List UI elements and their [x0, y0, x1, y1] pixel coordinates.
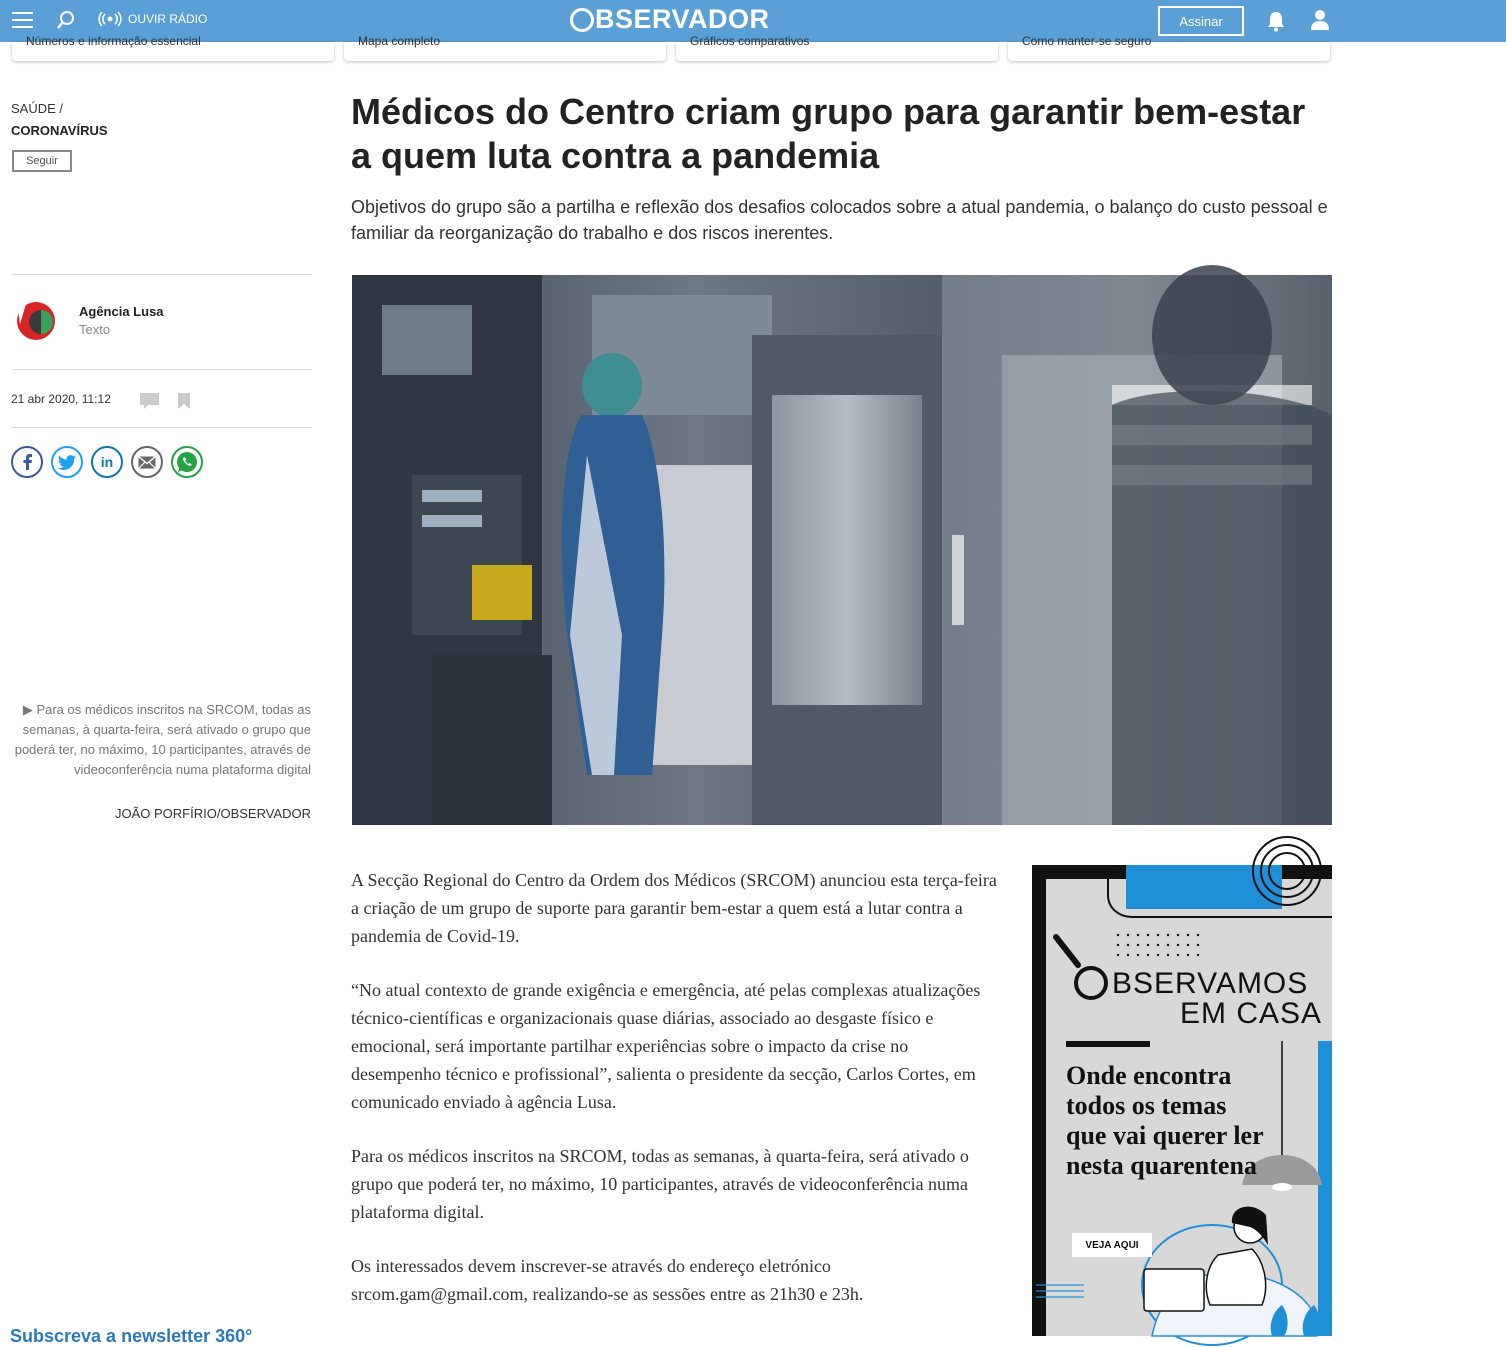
whatsapp-icon — [176, 451, 198, 473]
email-share-button[interactable] — [131, 446, 163, 478]
search-icon[interactable] — [56, 10, 76, 30]
share-buttons — [11, 446, 203, 478]
ad-heading-line1: BSERVAMOS — [1112, 967, 1309, 1000]
facebook-share-button[interactable] — [11, 446, 43, 478]
notifications-bell-icon[interactable] — [1266, 10, 1286, 32]
article-lead: Objetivos do grupo são a partilha e reflexão dos desafios colocados sobre a atual pandemia, o balanço do custo pessoal e familiar da reorganização do trabalho e dos riscos inerentes. — [351, 197, 1328, 243]
logo-text: BSERVADOR — [595, 4, 770, 34]
quicklink-card[interactable] — [12, 34, 334, 61]
linkedin-icon: in — [100, 454, 114, 470]
article-body — [351, 866, 1001, 1334]
whatsapp-share-button[interactable] — [171, 446, 203, 478]
radio-button[interactable] — [98, 11, 207, 27]
ad-text: Onde encontra todos os temas que vai querer ler nesta quarentena — [1066, 1061, 1264, 1180]
coronavirus-quicklinks — [12, 34, 1332, 62]
observador-logo[interactable] — [570, 4, 770, 35]
quicklink-label: Mapa completo — [358, 34, 441, 48]
divider — [12, 427, 312, 428]
section-breadcrumb — [11, 98, 108, 142]
article-paragraph: Para os médicos inscritos na SRCOM, todas as semanas, à quarta-feira, será ativado o grupo que poderá ter, no máximo, 10 participantes, através de videoconferência numa plataforma digital. — [351, 1146, 969, 1222]
photo-credit: JOÃO PORFÍRIO/OBSERVADOR — [115, 806, 311, 821]
agencia-lusa-logo — [16, 300, 56, 342]
quicklink-label: Como manter-se seguro — [1022, 34, 1152, 48]
author-role: Texto — [79, 322, 111, 337]
radio-label: OUVIR RÁDIO — [128, 12, 208, 26]
linkedin-share-button[interactable] — [91, 446, 123, 478]
newsletter-peek[interactable]: Subscreva a newsletter 360° — [10, 1326, 253, 1346]
divider — [12, 369, 312, 370]
subscribe-button[interactable]: Assinar — [1158, 6, 1244, 36]
twitter-icon — [58, 455, 76, 470]
divider — [12, 274, 312, 275]
email-icon — [138, 456, 156, 469]
author-name[interactable]: Agência Lusa — [79, 304, 164, 319]
article-paragraph: Os interessados devem inscrever-se através do endereço eletrónico srcom.gam@gmail.com, realizando-se as sessões entre as 21h30 e 23h. — [351, 1256, 864, 1304]
observamos-em-casa-ad[interactable] — [1032, 865, 1332, 1336]
quicklink-card[interactable] — [1008, 34, 1330, 61]
menu-icon[interactable] — [12, 12, 33, 29]
publish-date: 21 abr 2020, 11:12 — [11, 392, 111, 406]
article-paragraph: A Secção Regional do Centro da Ordem dos Médicos (SRCOM) anunciou esta terça-feira a criação de um grupo de suporte para garantir bem-estar a quem está a lutar contra a pandemia de Covid-19. — [351, 870, 997, 946]
topic-label[interactable]: CORONAVÍRUS — [11, 123, 108, 138]
article-hero-photo[interactable] — [352, 275, 1332, 825]
quicklink-card[interactable] — [676, 34, 998, 61]
quicklink-label: Números e informação essencial — [26, 34, 201, 48]
follow-button[interactable]: Seguir — [12, 150, 72, 172]
photo-caption: ▶ Para os médicos inscritos na SRCOM, todas as semanas, à quarta-feira, será ativado o grupo que poderá ter, no máximo, 10 participantes, através de videoconferência numa plataforma digital — [14, 702, 311, 777]
article-paragraph: “No atual contexto de grande exigência e emergência, até pelas complexas atualizações técnico-científicas e organizacionais quase diárias, associado ao desgaste físico e emocional, será importante partilhar experiências sobre o impacto da crise no desempenho técnico e profissional”, salienta o presidente da secção, Carlos Cortes, em comunicado enviado à agência Lusa. — [351, 980, 981, 1112]
ad-cta-button[interactable]: VEJA AQUI — [1072, 1233, 1152, 1257]
logo-o-circle — [570, 8, 594, 32]
quicklink-label: Gráficos comparativos — [690, 34, 810, 48]
quicklink-card[interactable] — [344, 34, 666, 61]
bookmark-icon[interactable] — [178, 393, 190, 409]
ad-heading-line2: EM CASA — [1180, 997, 1323, 1030]
twitter-share-button[interactable] — [51, 446, 83, 478]
radio-broadcast-icon — [98, 11, 122, 27]
section-label[interactable]: SAÚDE / — [11, 101, 64, 116]
user-account-icon[interactable] — [1310, 9, 1330, 31]
comment-icon[interactable] — [140, 393, 159, 409]
article-title: Médicos do Centro criam grupo para garantir bem-estar a quem luta contra a pandemia — [351, 91, 1306, 176]
facebook-icon — [20, 454, 34, 470]
